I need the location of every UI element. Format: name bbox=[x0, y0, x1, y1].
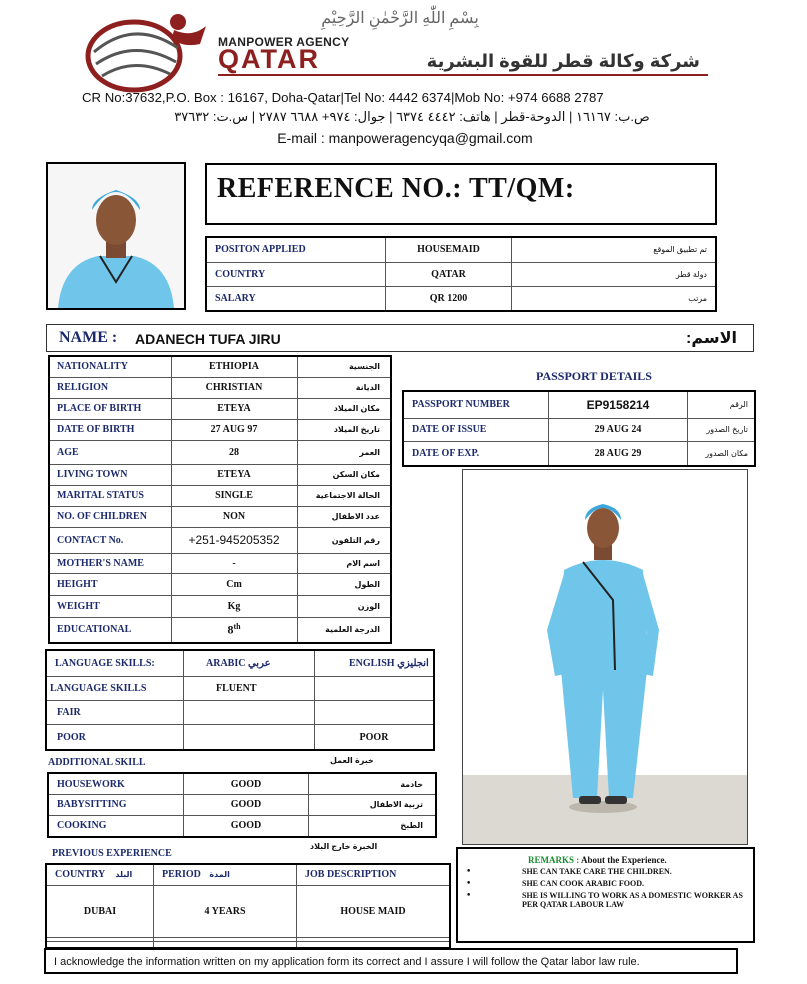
personal-arabic: مكان الميلاد bbox=[297, 398, 391, 419]
experience-country: DUBAI bbox=[46, 885, 154, 937]
experience-col-period-ar: المدة bbox=[209, 870, 230, 880]
country-value: QATAR bbox=[386, 262, 512, 286]
personal-arabic: تاريخ الميلاد bbox=[297, 419, 391, 440]
experience-title: PREVIOUS EXPERIENCE bbox=[52, 848, 172, 859]
agency-name-big: QATAR bbox=[218, 44, 320, 74]
personal-arabic: رقم التلفون bbox=[297, 527, 391, 553]
personal-value: Cm bbox=[171, 573, 297, 595]
personal-value: ETEYA bbox=[171, 398, 297, 419]
personal-arabic: الحالة الاجتماعية bbox=[297, 485, 391, 506]
experience-table bbox=[45, 863, 451, 949]
personal-arabic: الطول bbox=[297, 573, 391, 595]
date-issue-value: 29 AUG 24 bbox=[549, 418, 688, 442]
personal-arabic: الجنسية bbox=[297, 356, 391, 377]
acknowledgement: I acknowledge the information written on my application form its correct and I assure I will follow the Qatar labor law rule. bbox=[44, 948, 738, 974]
agency-logo bbox=[82, 8, 212, 94]
table-row bbox=[49, 527, 391, 553]
language-poor-label: POOR bbox=[46, 725, 184, 750]
experience-col-country-ar: البلد bbox=[115, 870, 133, 880]
personal-value: NON bbox=[171, 506, 297, 527]
language-fair-english bbox=[315, 700, 435, 724]
date-issue-label: DATE OF ISSUE bbox=[403, 418, 549, 442]
position-table bbox=[205, 236, 717, 312]
remarks-list bbox=[466, 867, 745, 909]
table-row bbox=[46, 885, 450, 937]
personal-arabic: الوزن bbox=[297, 595, 391, 617]
table-row bbox=[49, 506, 391, 527]
passport-number-arabic: الرقم bbox=[688, 391, 756, 418]
full-body-photo bbox=[462, 469, 748, 845]
reference-number: REFERENCE NO.: TT/QM: bbox=[205, 163, 717, 225]
name-label: NAME : bbox=[59, 329, 118, 346]
position-label: POSITON APPLIED bbox=[206, 237, 386, 262]
country-label: COUNTRY bbox=[206, 262, 386, 286]
name-bar bbox=[46, 324, 754, 352]
table-row bbox=[403, 391, 755, 418]
remarks-box bbox=[456, 847, 755, 943]
remarks-item-text: SHE IS WILLING TO WORK AS A DOMESTIC WORKER AS PER QATAR LABOUR LAW bbox=[522, 891, 743, 909]
table-row bbox=[46, 650, 434, 676]
remarks-item-text: SHE CAN COOK ARABIC FOOD. bbox=[522, 879, 645, 888]
language-poor-arabic bbox=[184, 725, 315, 750]
table-row bbox=[49, 553, 391, 573]
table-row bbox=[49, 464, 391, 485]
personal-details-table bbox=[48, 355, 392, 644]
table-row bbox=[48, 773, 436, 795]
personal-label: CONTACT No. bbox=[49, 527, 171, 553]
table-row bbox=[403, 418, 755, 442]
agency-name-small: MANPOWER AGENCY bbox=[218, 35, 350, 49]
personal-value: CHRISTIAN bbox=[171, 377, 297, 398]
portrait-photo bbox=[46, 162, 186, 310]
salary-arabic: مرتب bbox=[512, 286, 717, 311]
personal-arabic: مكان السكن bbox=[297, 464, 391, 485]
header-divider bbox=[218, 74, 708, 76]
personal-arabic: اسم الام bbox=[297, 553, 391, 573]
remarks-item bbox=[466, 891, 745, 909]
passport-table bbox=[402, 390, 756, 467]
babysitting-label: BABYSITTING bbox=[48, 795, 184, 816]
table-row bbox=[49, 377, 391, 398]
personal-value: Kg bbox=[171, 595, 297, 617]
language-header-label: LANGUAGE SKILLS: bbox=[46, 650, 184, 676]
table-row bbox=[49, 485, 391, 506]
remarks-subtitle: About the Experience. bbox=[581, 855, 667, 865]
experience-job: HOUSE MAID bbox=[297, 885, 451, 937]
language-fair-label: FAIR bbox=[46, 700, 184, 724]
personal-label: MOTHER'S NAME bbox=[49, 553, 171, 573]
bismillah: بِسْمِ اللّٰهِ الرَّحْمٰنِ الرَّحِيْمِ bbox=[321, 10, 479, 27]
personal-label: LIVING TOWN bbox=[49, 464, 171, 485]
table-row bbox=[49, 617, 391, 643]
salary-value: QR 1200 bbox=[386, 286, 512, 311]
personal-label: DATE OF BIRTH bbox=[49, 419, 171, 440]
personal-value: 28 bbox=[171, 440, 297, 464]
passport-number-value: EP9158214 bbox=[549, 391, 688, 418]
personal-label: NO. OF CHILDREN bbox=[49, 506, 171, 527]
table-row bbox=[206, 262, 716, 286]
cooking-value: GOOD bbox=[184, 815, 309, 837]
name-value: ADANECH TUFA JIRU bbox=[135, 331, 281, 347]
housework-label: HOUSEWORK bbox=[48, 773, 184, 795]
additional-skills-table bbox=[47, 772, 437, 838]
language-poor-english: POOR bbox=[315, 725, 435, 750]
table-row bbox=[48, 815, 436, 837]
experience-col-period-en: PERIOD bbox=[162, 869, 201, 881]
cooking-arabic: الطبخ bbox=[309, 815, 437, 837]
personal-label: HEIGHT bbox=[49, 573, 171, 595]
babysitting-value: GOOD bbox=[184, 795, 309, 816]
language-arabic-col: ARABIC عربي bbox=[184, 650, 315, 676]
table-row bbox=[206, 237, 716, 262]
remarks-item bbox=[466, 867, 745, 877]
table-row bbox=[49, 398, 391, 419]
personal-label: PLACE OF BIRTH bbox=[49, 398, 171, 419]
personal-value: 27 AUG 97 bbox=[171, 419, 297, 440]
personal-value bbox=[171, 617, 297, 643]
personal-arabic: الدرجة العلمية bbox=[297, 617, 391, 643]
table-row bbox=[49, 419, 391, 440]
passport-number-label: PASSPORT NUMBER bbox=[403, 391, 549, 418]
table-row bbox=[49, 440, 391, 464]
language-row-english bbox=[315, 676, 435, 700]
personal-label: AGE bbox=[49, 440, 171, 464]
personal-value: ETHIOPIA bbox=[171, 356, 297, 377]
country-arabic: دولة قطر bbox=[512, 262, 717, 286]
personal-value: ETEYA bbox=[171, 464, 297, 485]
date-exp-arabic: مكان الصدور bbox=[688, 442, 756, 467]
date-exp-value: 28 AUG 29 bbox=[549, 442, 688, 467]
bullet-icon: • bbox=[466, 867, 472, 877]
table-row bbox=[46, 700, 434, 724]
table-row bbox=[46, 725, 434, 750]
additional-skill-title: ADDITIONAL SKILL bbox=[48, 757, 146, 768]
contact-english: CR No:37632,P.O. Box : 16167, Doha-Qatar|Tel No: 4442 6374|Mob No: +974 6688 2787 bbox=[82, 90, 604, 105]
cooking-label: COOKING bbox=[48, 815, 184, 837]
table-row bbox=[46, 864, 450, 885]
table-row bbox=[49, 595, 391, 617]
experience-col-job: JOB DESCRIPTION bbox=[297, 864, 451, 885]
housework-value: GOOD bbox=[184, 773, 309, 795]
name-arabic: الاسم: bbox=[685, 330, 737, 347]
date-exp-label: DATE OF EXP. bbox=[403, 442, 549, 467]
table-row bbox=[46, 676, 434, 700]
personal-value: +251-945205352 bbox=[171, 527, 297, 553]
date-issue-arabic: تاريخ الصدور bbox=[688, 418, 756, 442]
housework-arabic: خادمة bbox=[309, 773, 437, 795]
language-row-label: LANGUAGE SKILLS bbox=[46, 676, 184, 700]
experience-period: 4 YEARS bbox=[154, 885, 297, 937]
experience-col-country-en: COUNTRY bbox=[55, 869, 105, 881]
remarks-item-text: SHE CAN TAKE CARE THE CHILDREN. bbox=[522, 867, 672, 876]
experience-title-arabic: الخبرة خارج البلاد bbox=[310, 842, 378, 851]
remarks-item bbox=[466, 879, 745, 889]
position-value: HOUSEMAID bbox=[386, 237, 512, 262]
education-level: 8 bbox=[227, 622, 234, 637]
table-row bbox=[206, 286, 716, 311]
language-english-col: ENGLISH انجليزي bbox=[315, 650, 435, 676]
additional-skill-title-arabic: خبرة العمل bbox=[330, 756, 374, 765]
contact-arabic: ص.ب: ١٦١٦٧ | الدوحة-قطر | هاتف: ٤٤٤٢ ٦٣٧٤ | جوال: ٩٧٤+ ٦٦٨٨ ٢٧٨٧ | س.ت: ٣٧٦٣٢ bbox=[174, 109, 650, 124]
personal-arabic: عدد الاطفال bbox=[297, 506, 391, 527]
personal-arabic: الديانة bbox=[297, 377, 391, 398]
personal-label: NATIONALITY bbox=[49, 356, 171, 377]
personal-value: - bbox=[171, 553, 297, 573]
contact-email: E-mail : manpoweragencyqa@gmail.com bbox=[277, 130, 533, 146]
remarks-title: REMARKS : bbox=[528, 855, 580, 865]
personal-label: MARITAL STATUS bbox=[49, 485, 171, 506]
bullet-icon: • bbox=[466, 891, 472, 901]
table-row bbox=[49, 573, 391, 595]
language-row-arabic: FLUENT bbox=[184, 676, 315, 700]
language-skills-table bbox=[45, 649, 435, 751]
salary-label: SALARY bbox=[206, 286, 386, 311]
table-row bbox=[49, 356, 391, 377]
table-row bbox=[403, 442, 755, 467]
personal-label: WEIGHT bbox=[49, 595, 171, 617]
babysitting-arabic: تربية الاطفال bbox=[309, 795, 437, 816]
bullet-icon: • bbox=[466, 879, 472, 889]
experience-col-country bbox=[46, 864, 154, 885]
personal-label: EDUCATIONAL bbox=[49, 617, 171, 643]
personal-arabic: العمر bbox=[297, 440, 391, 464]
language-fair-arabic bbox=[184, 700, 315, 724]
position-arabic: تم تطبيق الموقع bbox=[512, 237, 717, 262]
passport-title: PASSPORT DETAILS bbox=[536, 369, 652, 383]
remarks-heading bbox=[466, 855, 745, 865]
personal-value: SINGLE bbox=[171, 485, 297, 506]
agency-name-arabic: شركة وكالة قطر للقوة البشرية bbox=[426, 51, 700, 71]
personal-label: RELIGION bbox=[49, 377, 171, 398]
education-superscript: th bbox=[233, 622, 241, 632]
experience-col-period bbox=[154, 864, 297, 885]
table-row bbox=[48, 795, 436, 816]
